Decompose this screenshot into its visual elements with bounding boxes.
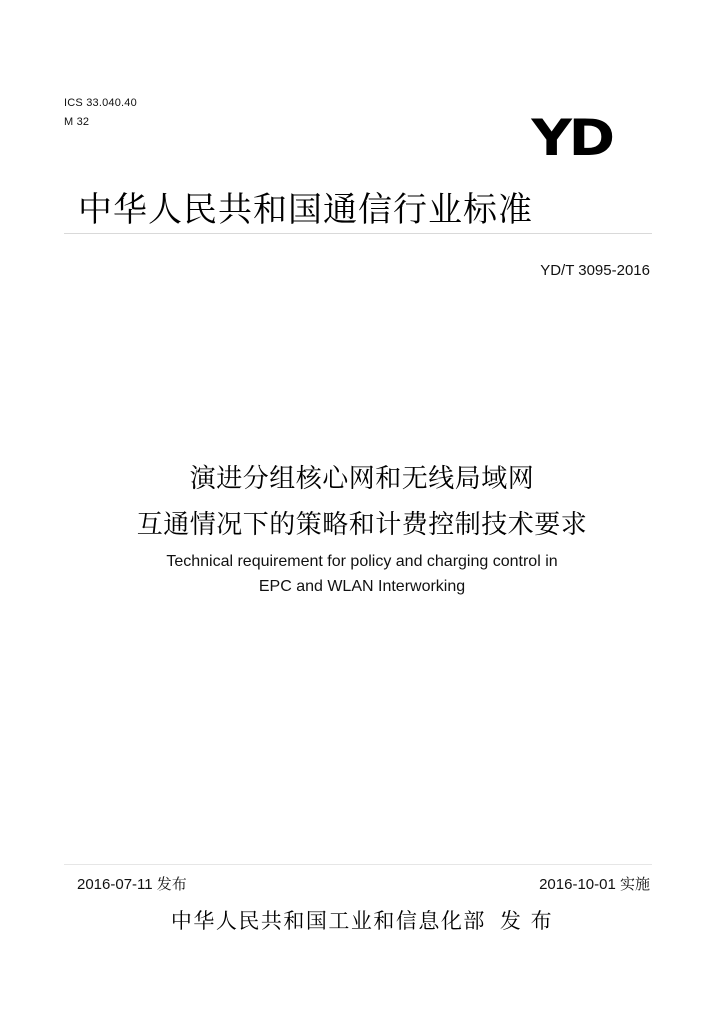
chinese-title-line-1: 演进分组核心网和无线局域网: [189, 464, 535, 494]
header-divider: [64, 233, 652, 234]
english-title-line-1: Technical requirement for policy and charging control in: [166, 553, 558, 570]
publisher-name: 中华人民共和国工业和信息化部: [170, 909, 486, 933]
implementation-date: 2016-10-01 实施: [539, 876, 650, 893]
publish-label: 发 布: [499, 909, 554, 933]
standard-number: YD/T 3095-2016: [540, 262, 650, 279]
ics-code: ICS 33.040.40: [64, 97, 137, 109]
yd-logo: YD: [531, 109, 612, 167]
publisher-line: [0, 905, 724, 935]
english-title-line-2: EPC and WLAN Interworking: [258, 578, 466, 595]
issue-date: 2016-07-11 发布: [77, 876, 187, 893]
chinese-title-line-2: 互通情况下的策略和计费控制技术要求: [136, 510, 588, 540]
industry-standard-title: 中华人民共和国通信行业标准: [78, 190, 533, 230]
classification-code: M 32: [64, 116, 90, 128]
footer-divider: [64, 864, 652, 865]
